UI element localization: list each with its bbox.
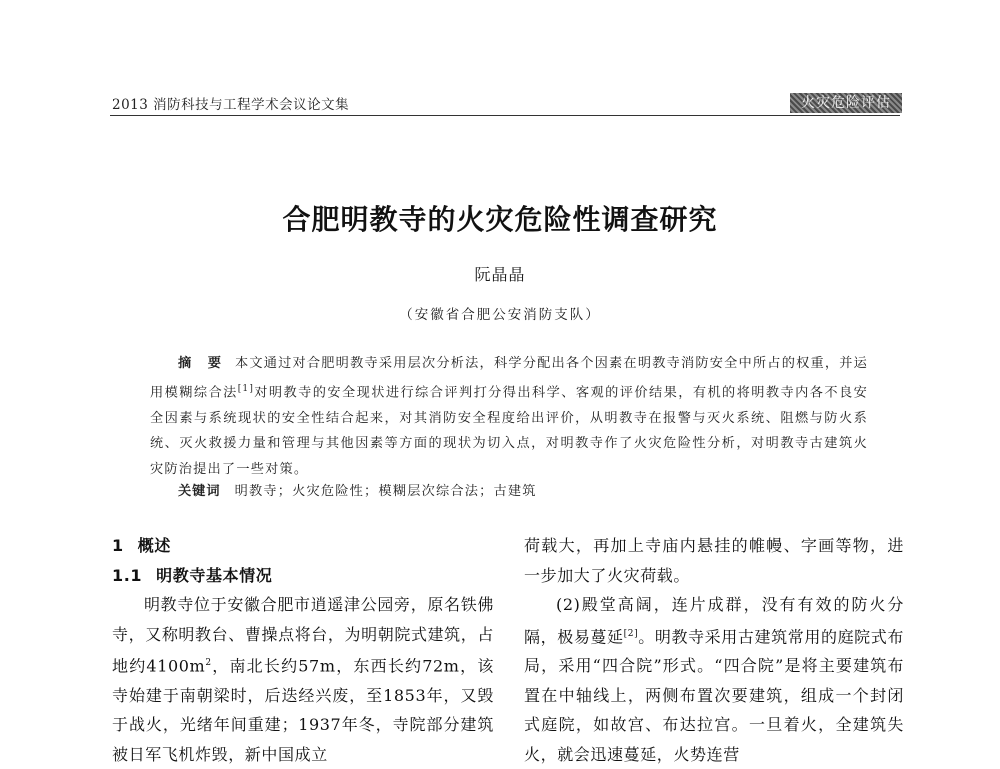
header-rule: [110, 115, 900, 116]
running-header: 2013 消防科技与工程学术会议论文集: [112, 97, 350, 113]
section-heading: [112, 531, 494, 561]
author-name: 阮晶晶: [474, 265, 526, 284]
keywords: [178, 480, 537, 499]
paragraph-text-2: 。明教寺采用古建筑常用的庭院式布局，采用“四合院”形式。“四合院”是将主要建筑布置在中轴线上，两侧布置次要建筑，组成一个封闭式庭院，如故宫、布达拉宫。一旦着火，全建筑失火，就会迅速蔓延，火势连营: [524, 626, 904, 764]
subsection-number: 1.1: [112, 565, 143, 585]
abstract-label: 摘 要: [178, 356, 227, 371]
section-tag: 火灾危险评估: [790, 93, 902, 113]
abstract-text-1: 本文通过对合肥明教寺采用层次分析法，科学分配出各个因素在明教寺消防安全中所占的权重，并运用模糊综合法: [150, 356, 869, 400]
body-citation: [2]: [623, 628, 639, 639]
paper-title: 合肥明教寺的火灾危险性调查研究: [282, 203, 718, 236]
paragraph-text-1: (2)殿堂高阔，连片成群，没有有效的防火分隔，极易蔓延: [524, 595, 904, 646]
keywords-label: 关键词: [178, 484, 221, 499]
section-title: 概述: [137, 536, 171, 555]
area-superscript: 2: [205, 658, 212, 668]
subsection-heading: [112, 561, 494, 591]
paragraph-text-2: ，南北长约57m，东西长约72m，该寺始建于南朝梁时，后迭经兴废，至1853年，又毁于战火，光绪年间重建；1937年冬，寺院部分建筑被日军飞机炸毁，新中国成立: [112, 656, 494, 764]
keywords-text: 明教寺；火灾危险性；模糊层次综合法；古建筑: [234, 484, 537, 499]
section-number: 1: [112, 536, 124, 555]
body-paragraph-continued: 荷载大，再加上寺庙内悬挂的帷幔、字画等物，进一步加大了火灾荷载。: [524, 536, 904, 585]
abstract-text-2: 对明教寺的安全现状进行综合评判打分得出科学、客观的评价结果，有机的将明教寺内各不良安全因素与系统现状的安全性结合起来，对其消防安全程度给出评价，从明教寺在报警与灭火系统、阻燃与防火系统、灭火救援力量和管理与其他因素等方面的现状为切入点，对明教寺作了火灾危险性分析，对明教寺古建筑火灾防治提出了一些对策。: [150, 384, 869, 477]
body-paragraph: [524, 590, 904, 769]
subsection-title: 明教寺基本情况: [156, 565, 273, 585]
right-column: [524, 531, 904, 769]
abstract-citation: [1]: [237, 383, 255, 394]
paragraph-text-1: 明教寺位于安徽合肥市逍遥津公园旁，原名铁佛寺，又称明教台、曹操点将台，为明朝院式建筑，占地约4100m: [112, 595, 494, 676]
left-column: [112, 531, 494, 769]
author-affiliation: （安徽省合肥公安消防支队）: [399, 307, 601, 323]
body-paragraph: [112, 590, 494, 769]
abstract: [150, 351, 868, 482]
